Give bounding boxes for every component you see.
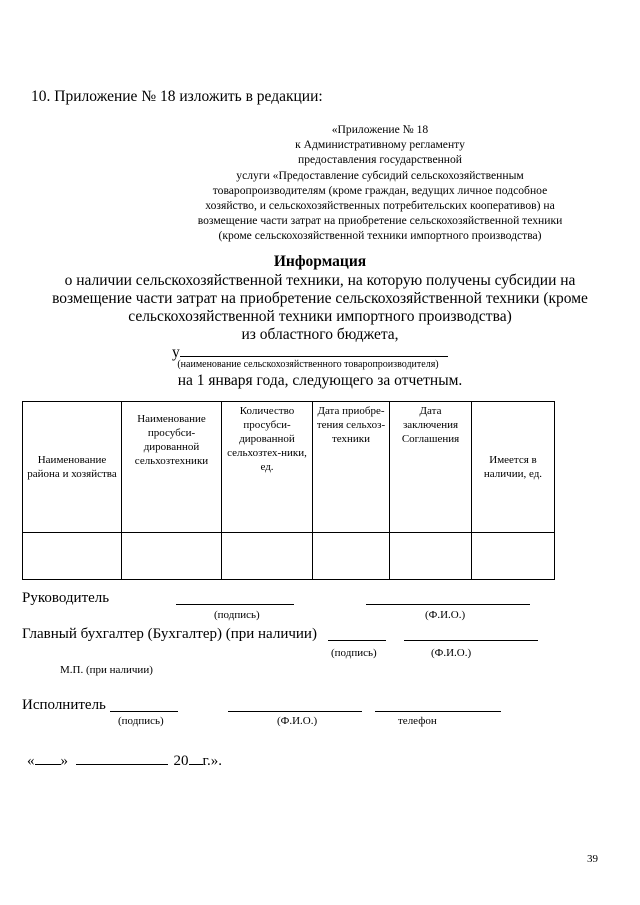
- column-header: Наименование района и хозяйства: [23, 402, 122, 533]
- date-day-blank[interactable]: [35, 750, 61, 765]
- accountant-sign-hint: (подпись): [331, 647, 377, 659]
- head-signature-line[interactable]: [176, 604, 294, 605]
- document-title: Информация: [273, 253, 367, 270]
- date-line: на 1 января года, следующего за отчетным.: [177, 372, 463, 389]
- accountant-name-hint: (Ф.И.О.): [431, 647, 472, 659]
- appendix-line: предоставления государственной: [298, 153, 462, 167]
- appendix-line: услуги «Предоставление субсидий сельскохозяйственным: [236, 168, 524, 182]
- appendix-line: к Административному регламенту: [295, 138, 465, 152]
- column-header: Дата заключения Соглашения: [390, 402, 472, 533]
- executor-name-hint: (Ф.И.О.): [277, 715, 318, 727]
- stamp-note: М.П. (при наличии): [60, 664, 153, 676]
- column-header: Количество просубси-дированной сельхозтех-ники, ед.: [222, 402, 313, 533]
- column-header: Наименование просубси-дированной сельхозтехники: [122, 402, 222, 533]
- head-name-line[interactable]: [366, 604, 530, 605]
- date-month-blank[interactable]: [76, 750, 168, 765]
- heading-line-4: из областного бюджета,: [241, 326, 399, 343]
- heading-line-3: сельскохозяйственной техники импортного производства): [128, 308, 512, 325]
- executor-name-line[interactable]: [228, 711, 362, 712]
- page-number: 39: [587, 853, 598, 865]
- head-sign-hint: (подпись): [214, 609, 260, 621]
- table-cell[interactable]: [23, 533, 122, 580]
- heading-line-1: о наличии сельскохозяйственной техники, на которую получены субсидии на: [64, 272, 576, 289]
- date-close-quote: »: [60, 753, 68, 769]
- accountant-label: Главный бухгалтер (Бухгалтер) (при наличии): [22, 626, 317, 642]
- table-row: [23, 533, 555, 580]
- head-label: Руководитель: [22, 590, 110, 606]
- producer-blank: [180, 342, 448, 357]
- column-header: Дата приобре-тения сельхоз-техники: [313, 402, 390, 533]
- executor-sign-hint: (подпись): [118, 715, 164, 727]
- appendix-line: хозяйство, и сельскохозяйственных потребительских кооперативов) на: [205, 199, 555, 213]
- table-cell[interactable]: [222, 533, 313, 580]
- appendix-line: (кроме сельскохозяйственной техники импортного производства): [218, 229, 542, 243]
- appendix-line: товаропроизводителям (кроме граждан, ведущих личное подсобное: [212, 183, 548, 197]
- accountant-signature-line[interactable]: [328, 640, 386, 641]
- appendix-line: «Приложение № 18: [331, 123, 429, 136]
- table-cell[interactable]: [472, 533, 555, 580]
- table-cell[interactable]: [313, 533, 390, 580]
- executor-phone-hint: телефон: [398, 715, 437, 727]
- date-open-quote: «: [27, 753, 35, 769]
- producer-hint: (наименование сельскохозяйственного товаропроизводителя): [177, 359, 439, 370]
- date-year-suffix: г.».: [202, 753, 222, 769]
- executor-phone-line[interactable]: [375, 711, 501, 712]
- table-header-row: [23, 402, 555, 533]
- heading-line-2: возмещение части затрат на приобретение сельскохозяйственной техники (кроме: [52, 290, 588, 307]
- appendix-line: возмещение части затрат на приобретение сельскохозяйственной техники: [197, 214, 563, 228]
- table-cell[interactable]: [390, 533, 472, 580]
- column-header: Имеется в наличии, ед.: [472, 402, 555, 533]
- executor-signature-line[interactable]: [110, 711, 178, 712]
- executor-label: Исполнитель: [22, 697, 106, 713]
- producer-prefix: у: [172, 344, 180, 361]
- table-cell[interactable]: [122, 533, 222, 580]
- accountant-name-line[interactable]: [404, 640, 538, 641]
- date-field: [27, 750, 222, 770]
- head-name-hint: (Ф.И.О.): [425, 609, 466, 621]
- appendix-header: [170, 122, 590, 244]
- date-year-blank[interactable]: [189, 750, 203, 765]
- intro-text: 10. Приложение № 18 изложить в редакции:: [31, 88, 323, 105]
- date-year-prefix: 20: [173, 753, 189, 769]
- info-table: [22, 401, 555, 580]
